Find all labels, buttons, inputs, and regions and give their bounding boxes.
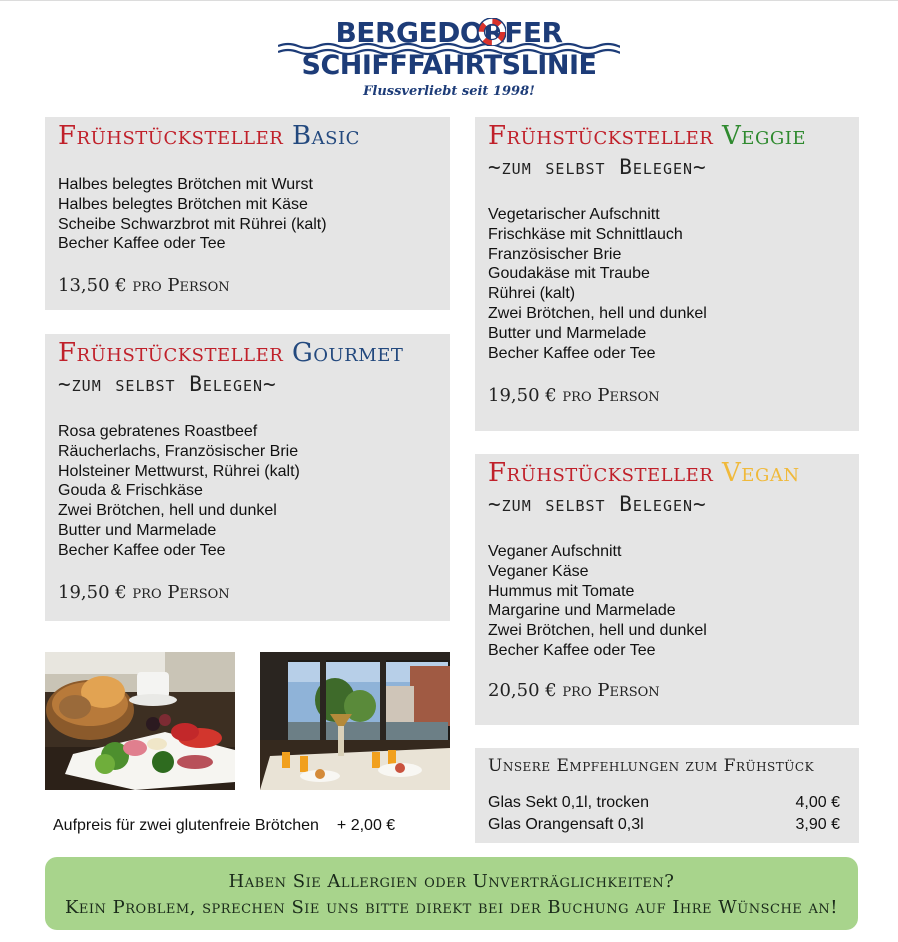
card-veggie-title (488, 121, 806, 151)
card-veggie-subtitle: ~zum selbst Belegen~ (488, 155, 707, 179)
list-item: Butter und Marmelade (58, 521, 217, 539)
recommendation-price: 4,00 € (795, 794, 840, 811)
company-logo (278, 14, 620, 104)
list-item: Veganer Aufschnitt (488, 543, 622, 560)
list-item: Hummus mit Tomate (488, 582, 635, 600)
logo-tagline: Flussverliebt seit 1998! (363, 84, 535, 99)
recommendation-name: Glas Sekt 0,1l, trocken (488, 794, 649, 811)
card-gourmet-title (58, 338, 403, 368)
list-item: Goudakäse mit Traube (488, 265, 650, 283)
card-gourmet-subtitle: ~zum selbst Belegen~ (58, 372, 277, 396)
list-item: Zwei Brötchen, hell und dunkel (58, 502, 277, 520)
list-item: Gouda & Frischkäse (58, 482, 203, 500)
title-variant: Vegan (722, 458, 800, 488)
list-item: Räucherlachs, Französischer Brie (58, 442, 299, 460)
list-item: Butter und Marmelade (488, 324, 647, 342)
list-item: Rosa gebratenes Roastbeef (58, 423, 258, 440)
list-item: Becher Kaffee oder Tee (58, 235, 226, 253)
gluten-free-label: Aufpreis für zwei glutenfreie Brötchen (53, 817, 319, 834)
title-prefix: Frühstücksteller (488, 458, 714, 488)
recommendations-title: Unsere Empfehlungen zum Frühstück (488, 756, 815, 776)
title-prefix: Frühstücksteller (488, 121, 714, 151)
card-basic-title (58, 121, 360, 151)
title-variant: Basic (292, 121, 360, 151)
recommendation-name: Glas Orangensaft 0,3l (488, 816, 644, 833)
list-item: Becher Kaffee oder Tee (488, 641, 656, 659)
gluten-free-surcharge (53, 817, 395, 835)
list-item: Frischkäse mit Schnittlauch (488, 225, 683, 243)
card-veggie-items (488, 205, 707, 363)
card-vegan-subtitle: ~zum selbst Belegen~ (488, 492, 707, 516)
card-basic (45, 117, 450, 310)
title-prefix: Frühstücksteller (58, 338, 284, 368)
lifebuoy-icon (478, 18, 506, 46)
list-item: Zwei Brötchen, hell und dunkel (488, 622, 707, 640)
card-veggie-price: 19,50 € pro Person (488, 385, 660, 406)
gluten-free-price: + 2,00 € (336, 817, 396, 834)
breakfast-plate-photo (45, 652, 235, 790)
allergy-message: Kein Problem, sprechen Sie uns bitte direkt bei der Buchung auf Ihre Wünsche an! (64, 897, 838, 918)
card-vegan-items (488, 542, 707, 661)
ship-interior-photo (260, 652, 450, 790)
title-prefix: Frühstücksteller (58, 121, 284, 151)
card-vegan-price: 20,50 € pro Person (488, 680, 660, 701)
card-gourmet (45, 334, 450, 621)
recommendation-price: 3,90 € (795, 816, 840, 833)
list-item: Rührei (kalt) (488, 285, 576, 303)
card-basic-price: 13,50 € pro Person (58, 275, 230, 296)
allergy-question: Haben Sie Allergien oder Unverträglichkeiten? (228, 871, 675, 892)
list-item: Becher Kaffee oder Tee (488, 344, 656, 362)
card-recommendations (475, 748, 859, 843)
logo-line-1: BERGEDORFER (335, 16, 563, 49)
card-gourmet-items (58, 422, 300, 561)
card-gourmet-price: 19,50 € pro Person (58, 582, 230, 603)
list-item: Holsteiner Mettwurst, Rührei (kalt) (58, 462, 300, 480)
list-item: Halbes belegtes Brötchen mit Wurst (58, 176, 313, 193)
title-variant: Gourmet (292, 338, 404, 368)
allergy-banner (45, 857, 858, 930)
list-item: Französischer Brie (488, 245, 622, 263)
list-item: Zwei Brötchen, hell und dunkel (488, 304, 707, 322)
list-item: Becher Kaffee oder Tee (58, 541, 226, 559)
recommendation-row (488, 816, 840, 834)
title-variant: Veggie (722, 121, 806, 151)
card-vegan (475, 454, 859, 725)
list-item: Veganer Käse (488, 562, 589, 580)
top-divider (0, 0, 898, 1)
card-basic-items (58, 175, 327, 254)
logo-line-2: SCHIFFFAHRTSLINIE (301, 50, 597, 81)
card-veggie (475, 117, 859, 431)
list-item: Vegetarischer Aufschnitt (488, 206, 660, 223)
list-item: Scheibe Schwarzbrot mit Rührei (kalt) (58, 215, 327, 233)
card-vegan-title (488, 458, 800, 488)
recommendation-row (488, 794, 840, 812)
list-item: Margarine und Marmelade (488, 602, 676, 620)
list-item: Halbes belegtes Brötchen mit Käse (58, 195, 308, 213)
